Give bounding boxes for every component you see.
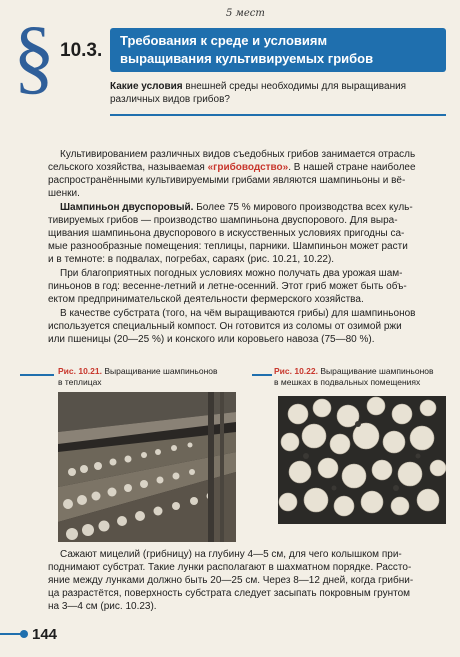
caption-bar [20,374,54,376]
text-line: мые разнообразные помещения: теплицы, парники. Шампиньон может расти [48,241,408,252]
section-number: 10.3. [60,40,103,61]
section-symbol: § [13,10,55,103]
intro-question [110,78,446,116]
figure-caption-2 [274,366,434,388]
text-line: ектом предпринимательской деятельности фермерского хозяйства. [48,294,364,305]
text-line: Сажают мицелий (грибницу) на глубину 4—5 см, для чего колышком при- [60,549,402,560]
section-title-line1: Требования к среде и условиям [120,33,328,48]
handwritten-note: 5 мест [226,8,265,19]
subheading: Шампиньон двуспоровый. [60,202,194,213]
text-line: распространёнными культивируемыми грибами являются шампиньоны и вё- [48,175,406,186]
text-line: В качестве субстрата (того, на чём выращиваются грибы) для шампиньонов [60,308,416,319]
question-bold: Какие условия [110,81,183,92]
greenhouse-mushroom-photo [58,392,236,542]
text-line: шенки. [48,188,80,199]
text-line: щивания шампиньона двуспорового в искусственных условиях пригодны са- [48,228,405,239]
text-line: Культивированием различных видов съедобных грибов занимается отрасль [60,149,416,160]
text-line: поднимают субстрат. Такие лунки располагают в шахматном порядке. Рассто- [48,562,412,573]
question-line1: внешней среды необходимы для выращивания [182,81,407,92]
figure-caption-text: Выращивание шампиньонов [101,366,218,376]
figure-caption-text: в мешках в подвальных помещениях [274,377,421,387]
figure-label: Рис. 10.21. [58,366,102,376]
text-line: на 3—4 см (рис. 10.23). [48,601,157,612]
page-number: 144 [32,626,58,643]
figure-caption-text: в теплицах [58,377,102,387]
text-line: и в темноте: в подвалах, погребах, сараях (рис. 10.21, 10.22). [48,254,335,265]
section-title-box [110,28,446,72]
figure-caption-1 [58,366,218,388]
caption-bar [252,374,272,376]
text-line: яние между лунками должно быть 20—25 см. Через 8—12 дней, когда грибни- [48,575,414,586]
text-line: тивируемых грибов — производство шампиньона двуспорового. Для выра- [48,215,398,226]
text-line: используется специальный компост. Он готовится из соломы от озимой ржи [48,321,402,332]
text-line: ца разрастётся, поверхность субстрата следует засыпать покровным грунтом [48,588,411,599]
text-line: сельского хозяйства, называемая [48,162,208,173]
section-title-line2: выращивания культивируемых грибов [120,51,374,66]
figure-label: Рис. 10.22. [274,366,318,376]
text-line: При благоприятных погодных условиях можно получать два урожая шам- [60,268,403,279]
text-line: пиньонов в год: весенне-летний и летне-осенний. Этот гриб может быть объ- [48,281,407,292]
basement-mushroom-photo [278,396,446,524]
text-line: или пшеницы (20—25 %) и конского или коровьего навоза (75—80 %). [48,334,375,345]
term-highlight: «грибоводство» [207,162,289,173]
page-number-dot [20,630,28,638]
text-line: Более 75 % мирового производства всех куль- [193,202,413,213]
question-line2: различных видов грибов? [110,94,230,105]
figure-caption-text: Выращивание шампиньонов [317,366,434,376]
text-line: . В нашей стране наиболее [288,162,416,173]
